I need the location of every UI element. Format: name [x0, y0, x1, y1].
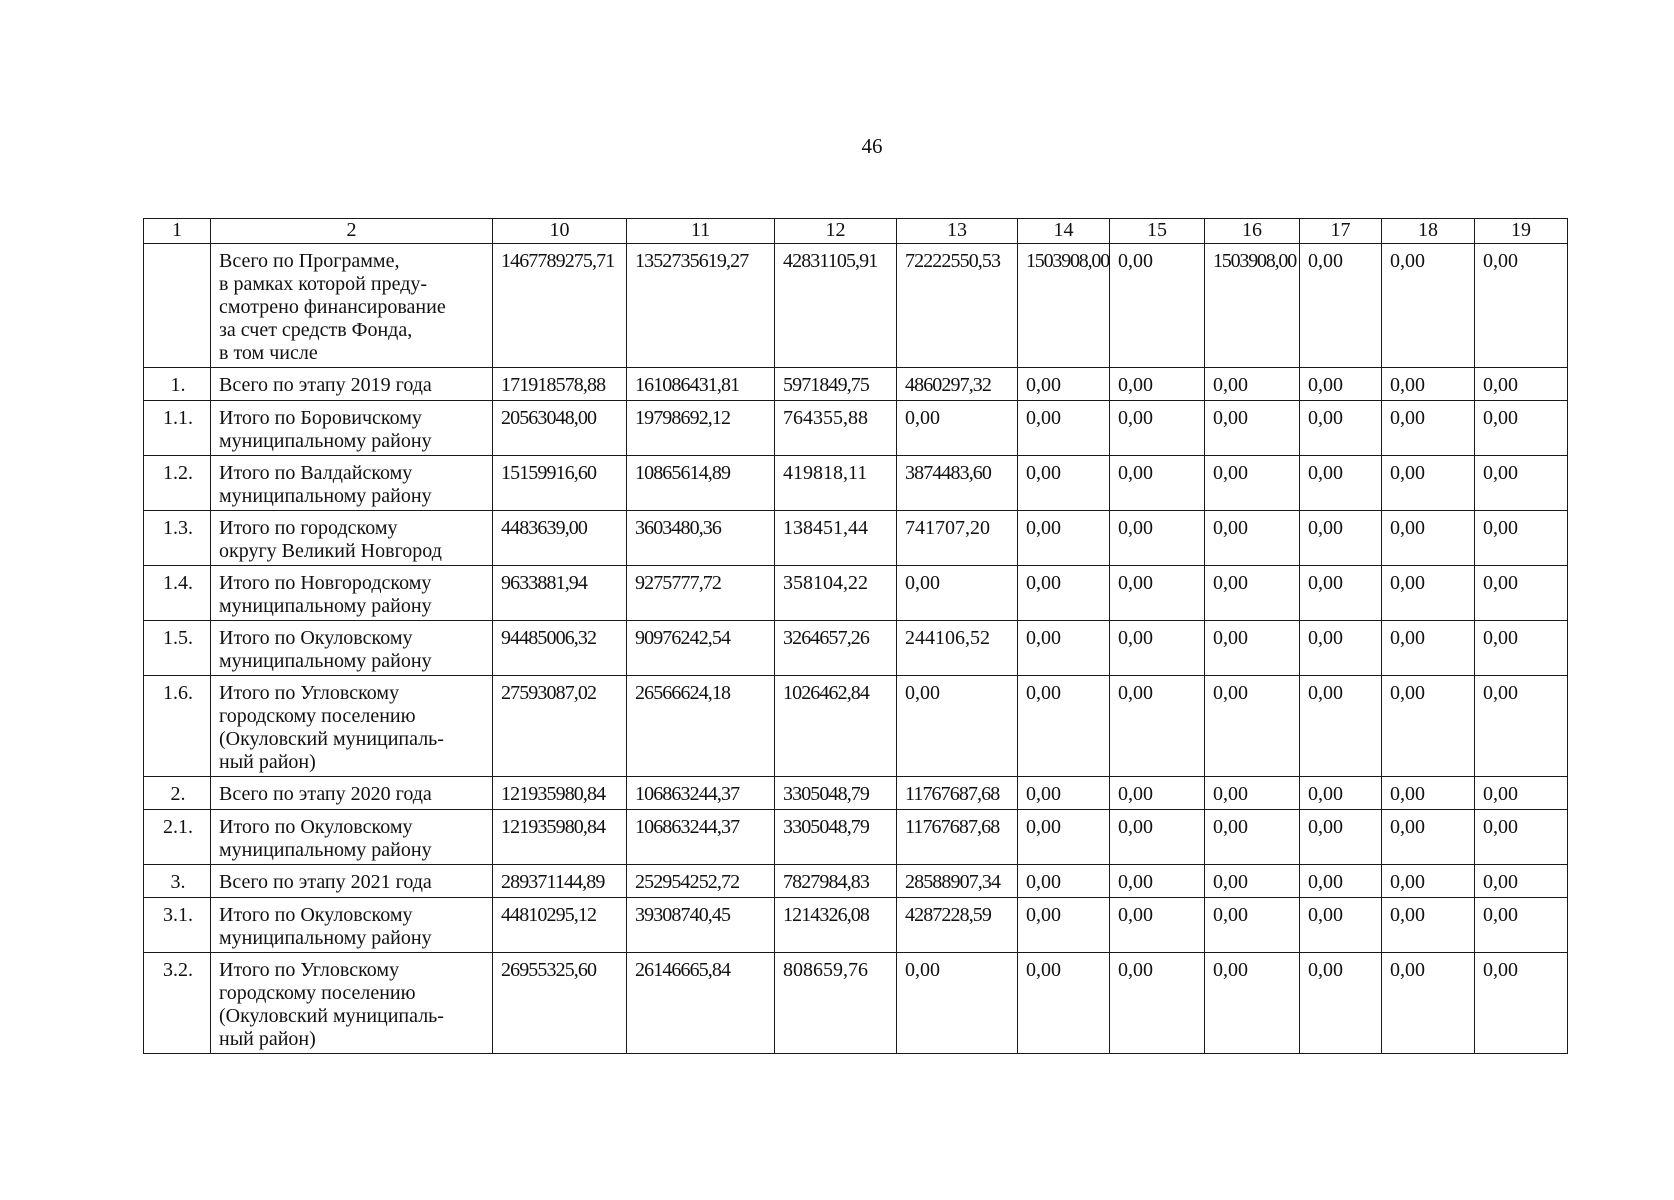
value-cell-col-18: 0,00 [1382, 368, 1475, 401]
value-cell-col-18: 0,00 [1382, 810, 1475, 865]
value-cell-col-10: 121935980,84 [493, 777, 627, 810]
column-header-1: 1 [144, 219, 211, 244]
table-row [144, 401, 1568, 456]
value-cell-col-10: 1467789275,71 [493, 244, 627, 368]
value-cell-col-19: 0,00 [1475, 244, 1568, 368]
value-cell-col-11: 26146665,84 [627, 953, 775, 1054]
table-row [144, 368, 1568, 401]
value-cell-col-12: 764355,88 [775, 401, 897, 456]
value-cell-col-16: 0,00 [1205, 810, 1300, 865]
row-name [211, 676, 493, 777]
value-cell-col-11: 90976242,54 [627, 621, 775, 676]
table-row [144, 898, 1568, 953]
table-header [144, 219, 1568, 244]
value-cell-col-15: 0,00 [1110, 244, 1205, 368]
value-cell-col-15: 0,00 [1110, 810, 1205, 865]
row-name-line: Итого по Угловскому [219, 682, 400, 704]
column-header-2: 2 [211, 219, 493, 244]
value-cell-col-10: 4483639,00 [493, 511, 627, 566]
value-cell-col-10: 15159916,60 [493, 456, 627, 511]
value-cell-col-15: 0,00 [1110, 953, 1205, 1054]
value-cell-col-10: 20563048,00 [493, 401, 627, 456]
row-number: 1.6. [144, 676, 211, 777]
row-name-line: Всего по этапу 2020 года [219, 783, 432, 805]
row-name-line: (Окуловский муниципаль- [219, 1005, 444, 1027]
value-cell-col-13: 0,00 [897, 953, 1018, 1054]
row-name [211, 566, 493, 621]
value-cell-col-13: 72222550,53 [897, 244, 1018, 368]
value-cell-col-16: 1503908,00 [1205, 244, 1300, 368]
value-cell-col-12: 5971849,75 [775, 368, 897, 401]
table-row [144, 621, 1568, 676]
value-cell-col-13: 3874483,60 [897, 456, 1018, 511]
value-cell-col-11: 161086431,81 [627, 368, 775, 401]
value-cell-col-17: 0,00 [1300, 777, 1382, 810]
row-name-line: муниципальному району [219, 839, 432, 861]
value-cell-col-17: 0,00 [1300, 621, 1382, 676]
table-row [144, 777, 1568, 810]
value-cell-col-19: 0,00 [1475, 810, 1568, 865]
row-name-line: в том числе [219, 342, 318, 364]
row-number: 1.4. [144, 566, 211, 621]
value-cell-col-10: 171918578,88 [493, 368, 627, 401]
row-name [211, 621, 493, 676]
row-number: 1.5. [144, 621, 211, 676]
value-cell-col-17: 0,00 [1300, 511, 1382, 566]
value-cell-col-19: 0,00 [1475, 676, 1568, 777]
row-name-line: Всего по этапу 2019 года [219, 374, 432, 396]
row-name-line: Итого по Окуловскому [219, 816, 413, 838]
row-name [211, 953, 493, 1054]
row-name [211, 511, 493, 566]
value-cell-col-11: 106863244,37 [627, 777, 775, 810]
value-cell-col-12: 3305048,79 [775, 777, 897, 810]
row-name-line: муниципальному району [219, 927, 432, 949]
value-cell-col-11: 9275777,72 [627, 566, 775, 621]
value-cell-col-14: 0,00 [1018, 676, 1110, 777]
financing-table [143, 218, 1568, 1054]
column-header-12: 12 [775, 219, 897, 244]
value-cell-col-12: 1026462,84 [775, 676, 897, 777]
value-cell-col-15: 0,00 [1110, 676, 1205, 777]
value-cell-col-15: 0,00 [1110, 566, 1205, 621]
value-cell-col-10: 289371144,89 [493, 865, 627, 898]
value-cell-col-17: 0,00 [1300, 566, 1382, 621]
value-cell-col-15: 0,00 [1110, 456, 1205, 511]
value-cell-col-18: 0,00 [1382, 456, 1475, 511]
value-cell-col-12: 42831105,91 [775, 244, 897, 368]
value-cell-col-18: 0,00 [1382, 401, 1475, 456]
row-number: 3.1. [144, 898, 211, 953]
value-cell-col-15: 0,00 [1110, 511, 1205, 566]
value-cell-col-18: 0,00 [1382, 898, 1475, 953]
column-header-13: 13 [897, 219, 1018, 244]
row-name-line: ный район) [219, 751, 316, 773]
row-name [211, 810, 493, 865]
value-cell-col-17: 0,00 [1300, 810, 1382, 865]
value-cell-col-12: 358104,22 [775, 566, 897, 621]
row-name-line: ный район) [219, 1028, 316, 1050]
row-number: 1.3. [144, 511, 211, 566]
row-name-line: Итого по Новгородскому [219, 572, 432, 594]
value-cell-col-16: 0,00 [1205, 898, 1300, 953]
value-cell-col-10: 27593087,02 [493, 676, 627, 777]
value-cell-col-19: 0,00 [1475, 566, 1568, 621]
value-cell-col-15: 0,00 [1110, 368, 1205, 401]
column-header-17: 17 [1300, 219, 1382, 244]
value-cell-col-14: 0,00 [1018, 953, 1110, 1054]
row-name-line: муниципальному району [219, 650, 432, 672]
row-number: 1.2. [144, 456, 211, 511]
value-cell-col-12: 419818,11 [775, 456, 897, 511]
value-cell-col-16: 0,00 [1205, 953, 1300, 1054]
column-header-14: 14 [1018, 219, 1110, 244]
value-cell-col-16: 0,00 [1205, 456, 1300, 511]
value-cell-col-17: 0,00 [1300, 865, 1382, 898]
value-cell-col-14: 0,00 [1018, 865, 1110, 898]
row-number: 1.1. [144, 401, 211, 456]
value-cell-col-17: 0,00 [1300, 953, 1382, 1054]
table-row [144, 456, 1568, 511]
value-cell-col-14: 0,00 [1018, 777, 1110, 810]
row-name-line: в рамках которой преду- [219, 273, 428, 295]
value-cell-col-13: 741707,20 [897, 511, 1018, 566]
row-number: 1. [144, 368, 211, 401]
value-cell-col-19: 0,00 [1475, 777, 1568, 810]
row-name-line: округу Великий Новгород [219, 540, 442, 562]
row-number: 2. [144, 777, 211, 810]
row-name [211, 777, 493, 810]
value-cell-col-12: 3264657,26 [775, 621, 897, 676]
value-cell-col-12: 808659,76 [775, 953, 897, 1054]
value-cell-col-14: 0,00 [1018, 898, 1110, 953]
value-cell-col-13: 0,00 [897, 566, 1018, 621]
value-cell-col-16: 0,00 [1205, 566, 1300, 621]
value-cell-col-11: 26566624,18 [627, 676, 775, 777]
value-cell-col-18: 0,00 [1382, 621, 1475, 676]
row-name-line: Итого по городскому [219, 517, 398, 539]
value-cell-col-13: 11767687,68 [897, 777, 1018, 810]
value-cell-col-14: 0,00 [1018, 401, 1110, 456]
row-name-line: Всего по этапу 2021 года [219, 871, 432, 893]
value-cell-col-10: 26955325,60 [493, 953, 627, 1054]
value-cell-col-19: 0,00 [1475, 953, 1568, 1054]
row-name [211, 865, 493, 898]
column-header-10: 10 [493, 219, 627, 244]
value-cell-col-16: 0,00 [1205, 401, 1300, 456]
value-cell-col-19: 0,00 [1475, 621, 1568, 676]
table-row [144, 810, 1568, 865]
row-name-line: (Окуловский муниципаль- [219, 728, 444, 750]
row-name-line: муниципальному району [219, 430, 432, 452]
value-cell-col-12: 3305048,79 [775, 810, 897, 865]
value-cell-col-11: 252954252,72 [627, 865, 775, 898]
value-cell-col-18: 0,00 [1382, 566, 1475, 621]
column-header-18: 18 [1382, 219, 1475, 244]
value-cell-col-14: 0,00 [1018, 511, 1110, 566]
row-name-line: муниципальному району [219, 595, 432, 617]
value-cell-col-18: 0,00 [1382, 676, 1475, 777]
row-name-line: Итого по Окуловскому [219, 627, 413, 649]
row-number: 3.2. [144, 953, 211, 1054]
row-name [211, 898, 493, 953]
value-cell-col-12: 7827984,83 [775, 865, 897, 898]
value-cell-col-10: 9633881,94 [493, 566, 627, 621]
table-row [144, 511, 1568, 566]
value-cell-col-13: 244106,52 [897, 621, 1018, 676]
value-cell-col-17: 0,00 [1300, 456, 1382, 511]
value-cell-col-11: 10865614,89 [627, 456, 775, 511]
table-row [144, 676, 1568, 777]
column-header-16: 16 [1205, 219, 1300, 244]
row-name-line: Всего по Программе, [219, 250, 400, 272]
value-cell-col-15: 0,00 [1110, 401, 1205, 456]
row-name-line: Итого по Угловскому [219, 959, 400, 981]
value-cell-col-17: 0,00 [1300, 244, 1382, 368]
value-cell-col-16: 0,00 [1205, 511, 1300, 566]
value-cell-col-18: 0,00 [1382, 865, 1475, 898]
value-cell-col-11: 39308740,45 [627, 898, 775, 953]
value-cell-col-19: 0,00 [1475, 511, 1568, 566]
value-cell-col-19: 0,00 [1475, 368, 1568, 401]
row-name-line: смотрено финансирование [219, 296, 446, 318]
value-cell-col-19: 0,00 [1475, 401, 1568, 456]
header-row [144, 219, 1568, 244]
value-cell-col-10: 44810295,12 [493, 898, 627, 953]
value-cell-col-16: 0,00 [1205, 777, 1300, 810]
page-number: 46 [861, 134, 883, 158]
value-cell-col-13: 4860297,32 [897, 368, 1018, 401]
row-name-line: муниципальному району [219, 485, 432, 507]
table-row [144, 865, 1568, 898]
value-cell-col-17: 0,00 [1300, 368, 1382, 401]
row-number: 2.1. [144, 810, 211, 865]
value-cell-col-13: 0,00 [897, 676, 1018, 777]
table-row [144, 953, 1568, 1054]
value-cell-col-13: 0,00 [897, 401, 1018, 456]
value-cell-col-16: 0,00 [1205, 865, 1300, 898]
value-cell-col-13: 4287228,59 [897, 898, 1018, 953]
value-cell-col-15: 0,00 [1110, 865, 1205, 898]
row-name-line: городскому поселению [219, 982, 416, 1004]
value-cell-col-18: 0,00 [1382, 777, 1475, 810]
value-cell-col-11: 3603480,36 [627, 511, 775, 566]
table-row [144, 244, 1568, 368]
value-cell-col-14: 0,00 [1018, 368, 1110, 401]
column-header-15: 15 [1110, 219, 1205, 244]
value-cell-col-12: 138451,44 [775, 511, 897, 566]
value-cell-col-19: 0,00 [1475, 865, 1568, 898]
row-number [144, 244, 211, 368]
value-cell-col-17: 0,00 [1300, 401, 1382, 456]
value-cell-col-16: 0,00 [1205, 368, 1300, 401]
row-name [211, 401, 493, 456]
value-cell-col-17: 0,00 [1300, 676, 1382, 777]
value-cell-col-10: 121935980,84 [493, 810, 627, 865]
value-cell-col-17: 0,00 [1300, 898, 1382, 953]
value-cell-col-15: 0,00 [1110, 777, 1205, 810]
value-cell-col-10: 94485006,32 [493, 621, 627, 676]
table-body [144, 244, 1568, 1054]
value-cell-col-19: 0,00 [1475, 456, 1568, 511]
value-cell-col-18: 0,00 [1382, 953, 1475, 1054]
value-cell-col-12: 1214326,08 [775, 898, 897, 953]
column-header-19: 19 [1475, 219, 1568, 244]
row-name-line: Итого по Окуловскому [219, 904, 413, 926]
row-name [211, 456, 493, 511]
column-header-11: 11 [627, 219, 775, 244]
value-cell-col-14: 1503908,00 [1018, 244, 1110, 368]
value-cell-col-14: 0,00 [1018, 566, 1110, 621]
value-cell-col-11: 19798692,12 [627, 401, 775, 456]
row-name-line: Итого по Боровичскому [219, 407, 422, 429]
value-cell-col-14: 0,00 [1018, 810, 1110, 865]
row-name-line: Итого по Валдайскому [219, 462, 413, 484]
row-name [211, 244, 493, 368]
table-row [144, 566, 1568, 621]
value-cell-col-16: 0,00 [1205, 676, 1300, 777]
value-cell-col-18: 0,00 [1382, 244, 1475, 368]
value-cell-col-15: 0,00 [1110, 621, 1205, 676]
row-name-line: городскому поселению [219, 705, 416, 727]
value-cell-col-13: 28588907,34 [897, 865, 1018, 898]
value-cell-col-14: 0,00 [1018, 621, 1110, 676]
row-name-line: за счет средств Фонда, [219, 319, 413, 341]
row-name [211, 368, 493, 401]
value-cell-col-13: 11767687,68 [897, 810, 1018, 865]
value-cell-col-14: 0,00 [1018, 456, 1110, 511]
value-cell-col-11: 106863244,37 [627, 810, 775, 865]
value-cell-col-16: 0,00 [1205, 621, 1300, 676]
row-number: 3. [144, 865, 211, 898]
value-cell-col-15: 0,00 [1110, 898, 1205, 953]
value-cell-col-18: 0,00 [1382, 511, 1475, 566]
value-cell-col-19: 0,00 [1475, 898, 1568, 953]
value-cell-col-11: 1352735619,27 [627, 244, 775, 368]
